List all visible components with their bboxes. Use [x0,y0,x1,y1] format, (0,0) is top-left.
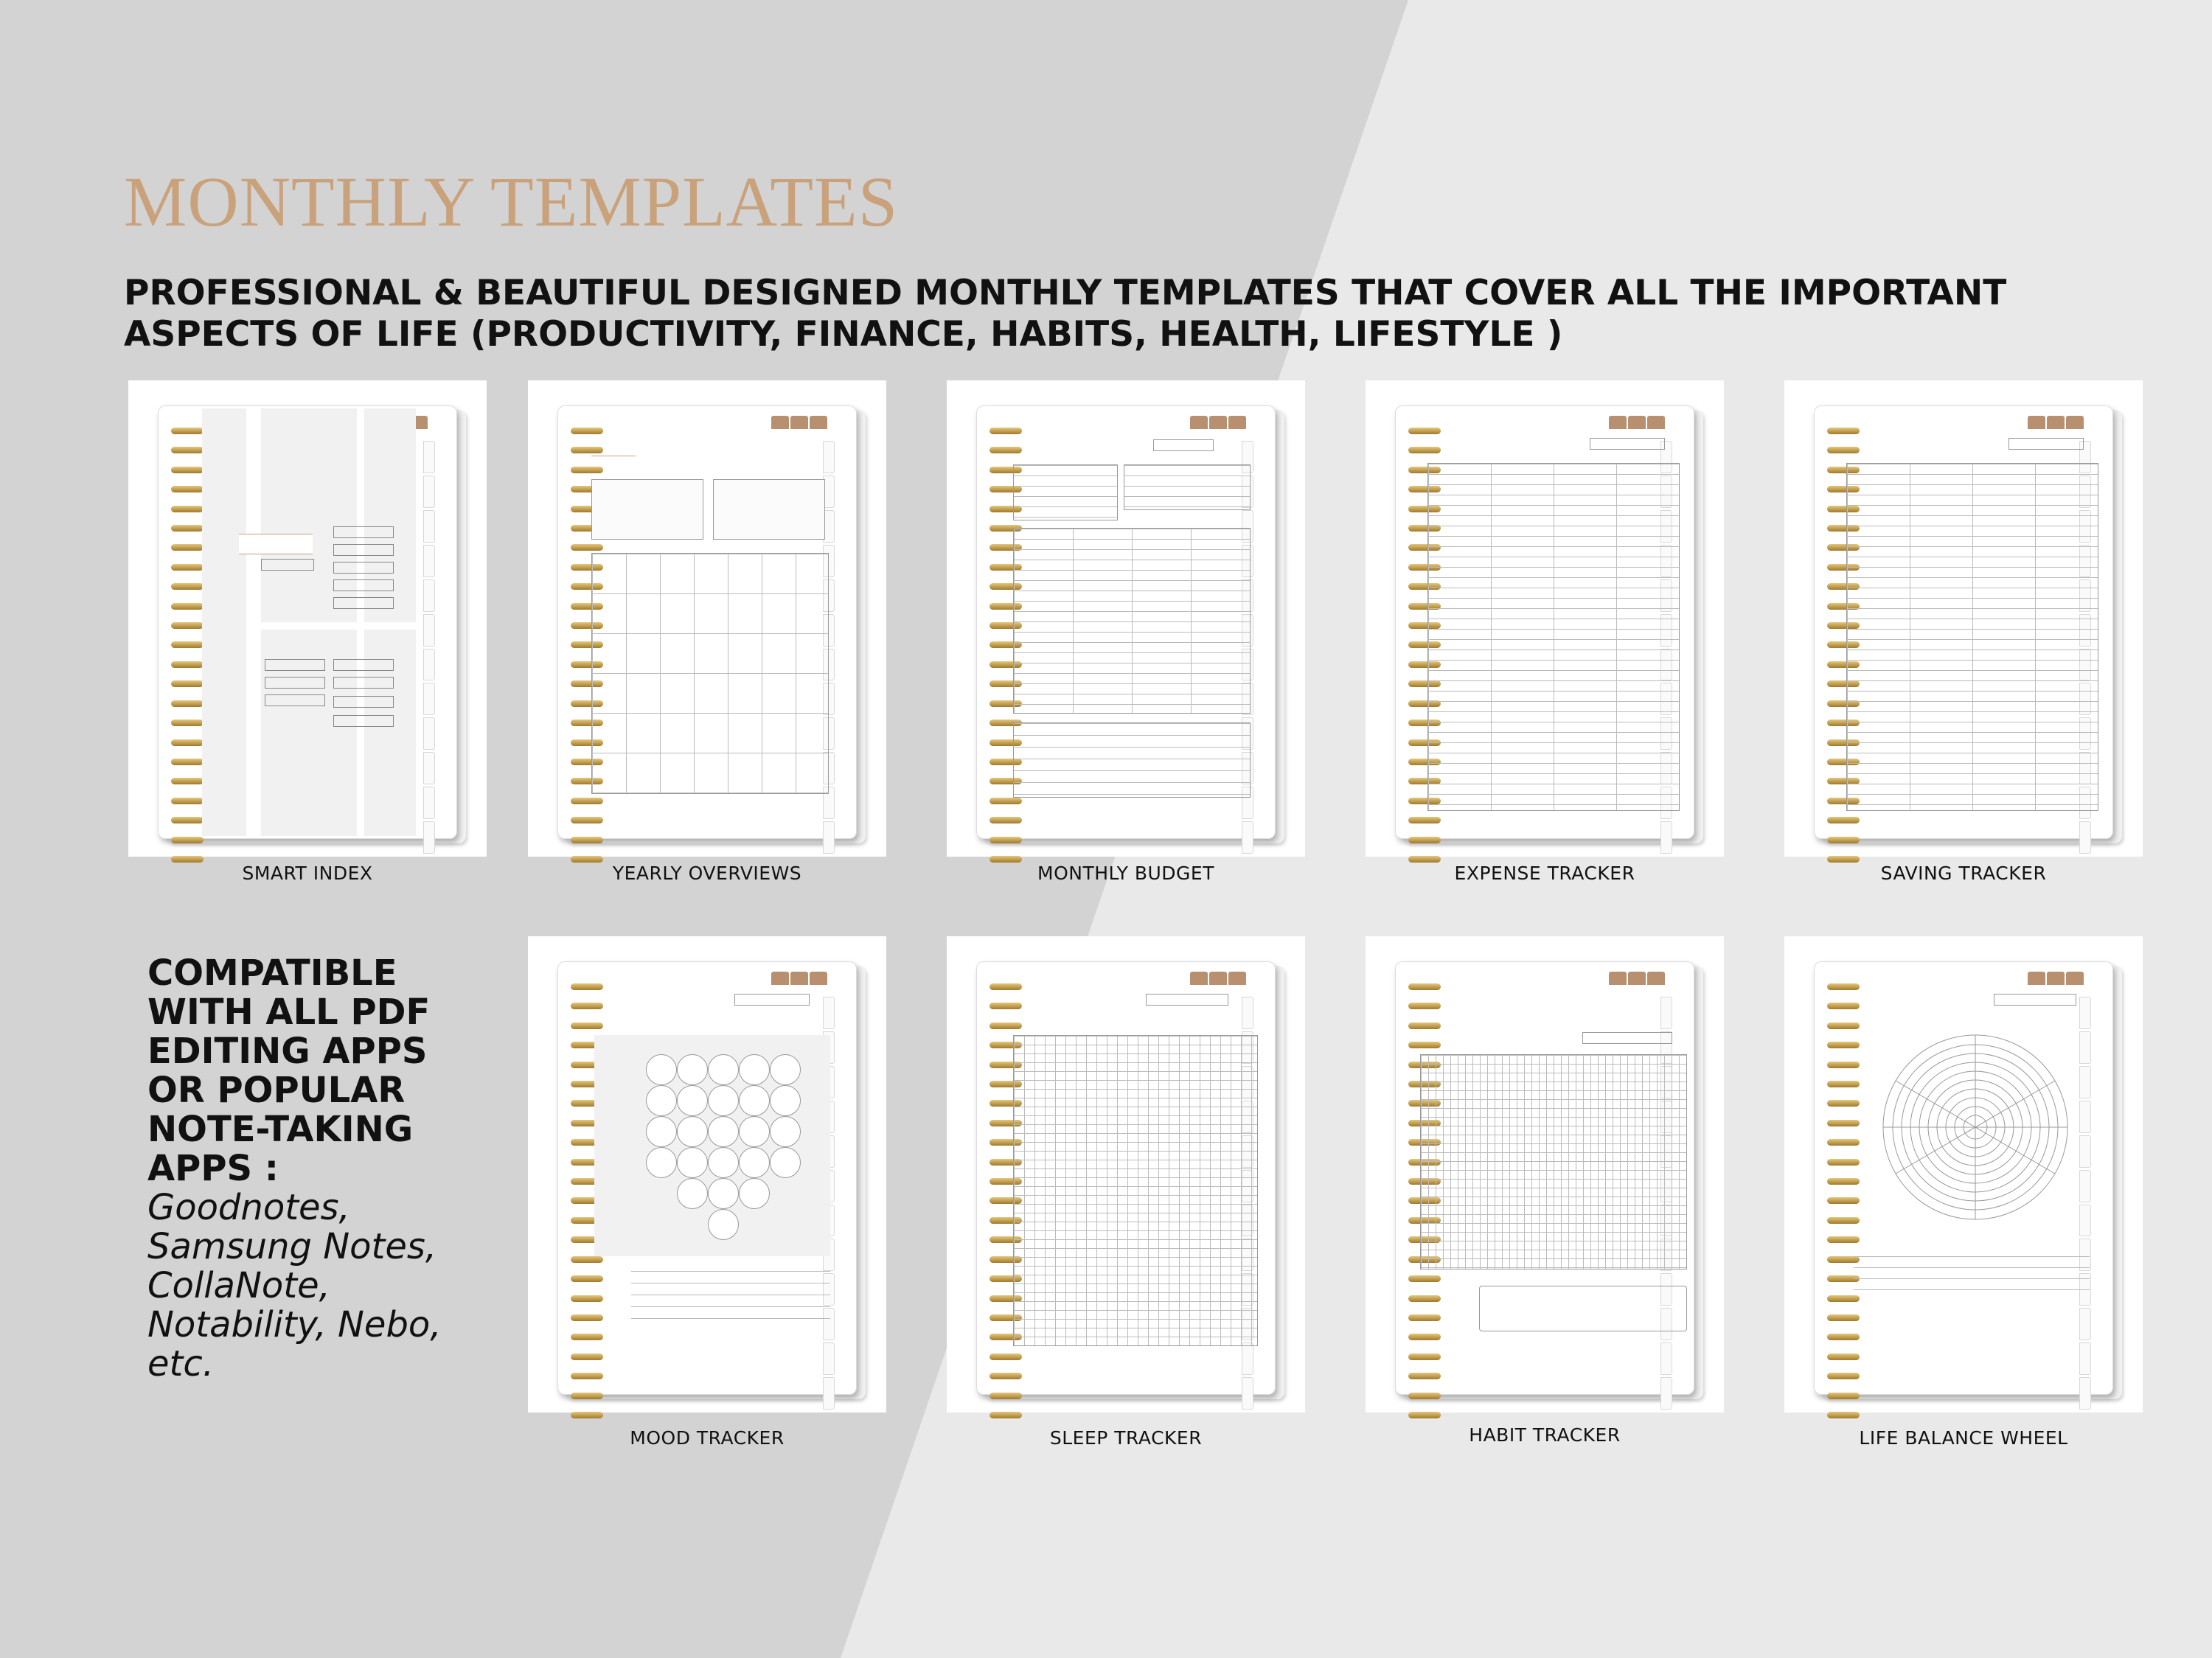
month-tabs [423,441,435,854]
card-caption: EXPENSE TRACKER [1454,863,1635,884]
planner-book [1395,405,1694,839]
compat-line: WITH ALL PDF [147,992,431,1033]
compat-app: Notability, Nebo, [147,1304,442,1345]
planner-book [158,405,457,839]
card-caption: HABIT TRACKER [1469,1424,1621,1446]
top-tabs [1609,972,1665,985]
template-card-expense-tracker[interactable] [1366,380,1724,857]
compat-line: NOTE-TAKING [147,1109,414,1150]
compat-line: EDITING APPS [147,1031,428,1072]
spiral-binding [171,428,204,863]
planner-book [976,405,1276,839]
page-preview [1013,991,1256,1382]
page-preview [1846,991,2097,1382]
top-tabs [771,972,827,985]
template-card-yearly-overviews[interactable] [528,380,886,857]
page-preview [594,991,830,1382]
planner-book [557,405,857,839]
planner-book [557,961,857,1395]
planner-book [1814,405,2113,839]
balance-wheel-icon [1876,1028,2075,1227]
planner-book [976,961,1276,1395]
planner-book [1395,961,1694,1395]
top-tabs [2028,416,2084,429]
template-card-saving-tracker[interactable] [1784,380,2143,857]
template-card-life-balance-wheel[interactable] [1784,936,2143,1413]
top-tabs [1190,416,1246,429]
compat-line: OR POPULAR [147,1070,406,1111]
compat-line: APPS : [147,1148,279,1189]
card-caption: MOOD TRACKER [630,1427,785,1449]
page-preview [591,435,827,818]
page-preview [1427,435,1678,826]
compat-line: COMPATIBLE [147,952,397,994]
page-preview [1420,991,1686,1382]
page-preview [202,408,416,836]
page-preview [1846,435,2097,826]
template-card-sleep-tracker[interactable] [947,936,1305,1413]
card-caption: MONTHLY BUDGET [1037,863,1214,884]
compat-app: Goodnotes, [147,1187,350,1228]
card-caption: SLEEP TRACKER [1049,1427,1203,1449]
top-tabs [1190,972,1246,985]
top-tabs [2028,972,2084,985]
compat-app: etc. [147,1343,214,1384]
top-tabs [771,416,827,429]
card-caption: YEARLY OVERVIEWS [612,863,802,884]
card-caption: SAVING TRACKER [1880,863,2047,884]
compat-app: Samsung Notes, [147,1226,437,1267]
template-card-mood-tracker[interactable] [528,936,886,1413]
template-card-smart-index[interactable] [128,380,487,857]
page-title: MONTHLY TEMPLATES [124,162,899,241]
planner-book [1814,961,2113,1395]
top-tabs [1609,416,1665,429]
page-subtitle: PROFESSIONAL & BEAUTIFUL DESIGNED MONTHLY TEMPLATES THAT COVER ALL THE IMPORTANT ASPECTS OF LIFE (PRODUCTIVITY, FINANCE, HABITS, HEALTH, LIFESTYLE ) [124,273,2007,355]
card-caption: LIFE BALANCE WHEEL [1859,1427,2068,1449]
template-card-monthly-budget[interactable] [947,380,1305,857]
compatibility-note [147,954,494,1384]
page-preview [1013,435,1249,826]
card-caption: SMART INDEX [242,863,373,884]
compat-app: CollaNote, [147,1265,330,1306]
template-card-habit-tracker[interactable] [1366,936,1724,1413]
